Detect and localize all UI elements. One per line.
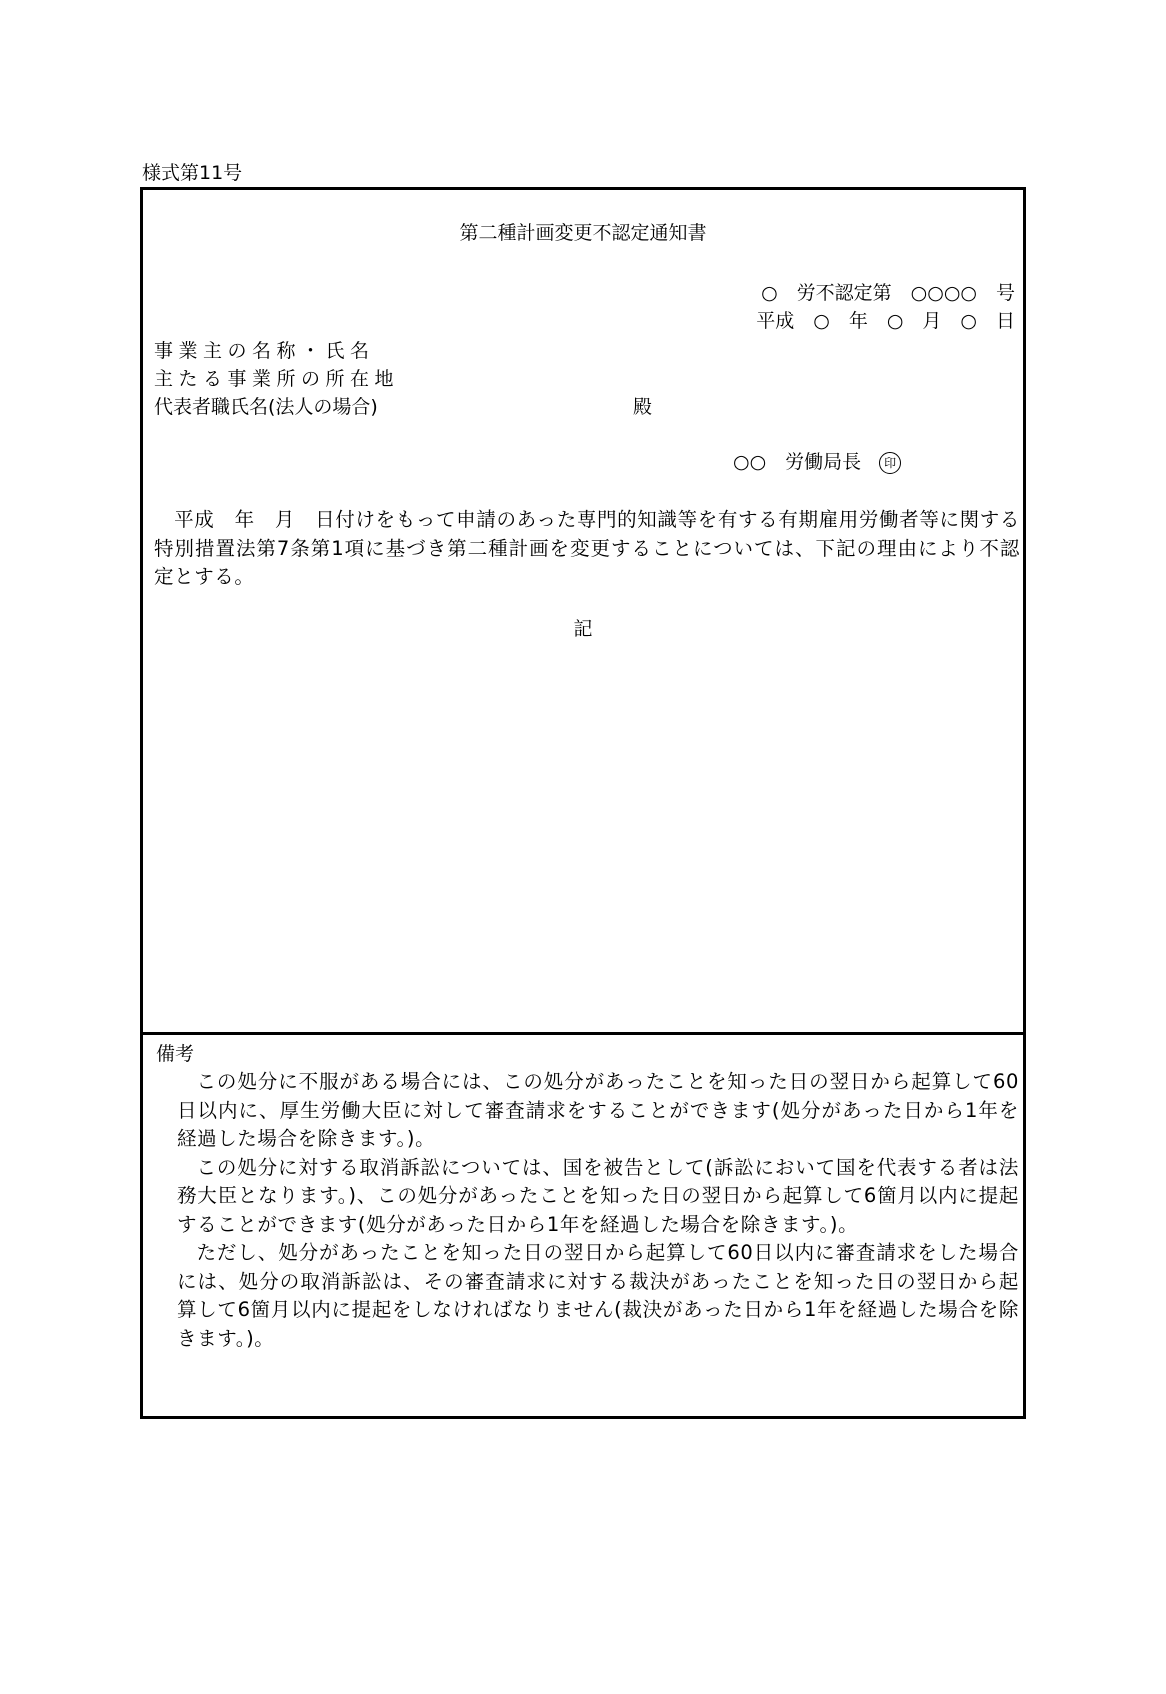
- form-number: 様式第11号: [142, 162, 243, 184]
- document-frame: [140, 187, 1026, 1419]
- addressee-honorific: 殿: [633, 396, 653, 418]
- ki-heading: 記: [573, 618, 593, 640]
- addressee-address-label: 主たる事業所の所在地: [154, 368, 400, 390]
- addressee-name-label: 事業主の名称・氏名: [154, 340, 375, 362]
- document-number: ○ 労不認定第 ○○○○ 号: [761, 282, 1015, 304]
- document-date: 平成 ○ 年 ○ 月 ○ 日: [756, 310, 1015, 332]
- sender-label: ○○ 労働局長: [733, 451, 862, 473]
- notice-body: 平成 年 月 日付けをもって申請のあった専門的知識等を有する有期雇用労働者等に関する特別措置法第7条第1項に基づき第二種計画を変更することについては、下記の理由により不認定とする。: [154, 508, 1020, 588]
- document-title: 第二種計画変更不認定通知書: [459, 222, 707, 244]
- addressee-representative-label: 代表者職氏名(法人の場合): [154, 396, 378, 418]
- remarks-section: [143, 1035, 1023, 1416]
- remarks-paragraph: この処分に不服がある場合には、この処分があったことを知った日の翌日から起算して60日以内に、厚生労働大臣に対して審査請求をすることができます(処分があった日から1年を経過した場合を除きます。)。: [177, 1070, 1019, 1150]
- remarks-paragraph: ただし、処分があったことを知った日の翌日から起算して60日以内に審査請求をした場合には、処分の取消訴訟は、その審査請求に対する裁決があったことを知った日の翌日から起算して6箇月以内に提起をしなければなりません(裁決があった日から1年を経過した場合を除きます。)。: [177, 1241, 1019, 1350]
- sender-block: [733, 449, 901, 475]
- notice-section: [143, 190, 1023, 1035]
- remarks-body: [177, 1068, 1019, 1353]
- seal-mark: 印: [879, 452, 901, 474]
- remarks-paragraph: この処分に対する取消訴訟については、国を被告として(訴訟において国を代表する者は法務大臣となります。)、この処分があったことを知った日の翌日から起算して6箇月以内に提起することができます(処分があった日から1年を経過した場合を除きます。)。: [177, 1155, 1019, 1236]
- remarks-heading: 備考: [156, 1043, 195, 1065]
